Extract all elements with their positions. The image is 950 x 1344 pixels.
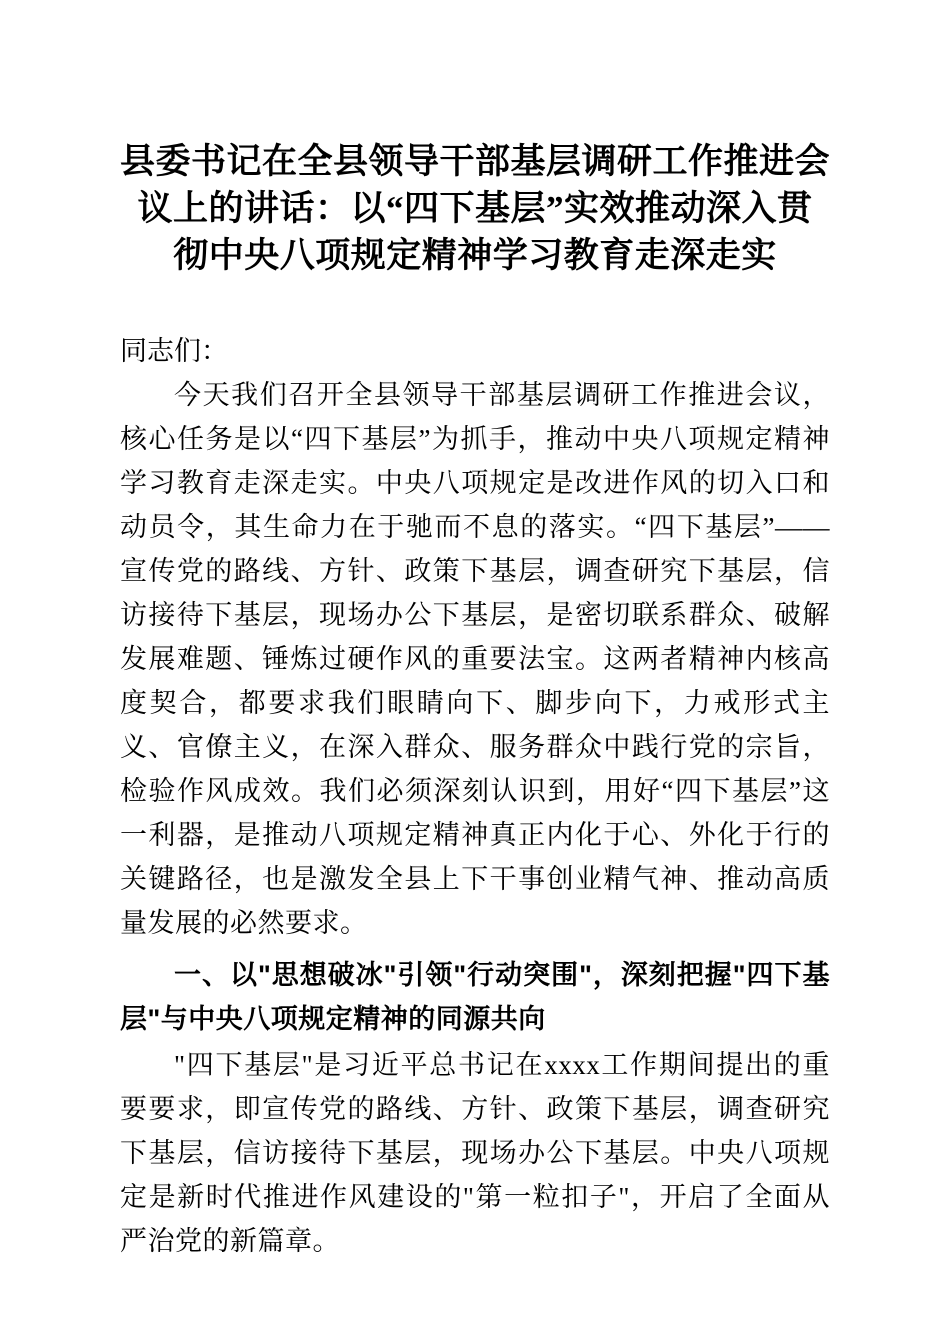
document-title: 县委书记在全县领导干部基层调研工作推进会议上的讲话：以“四下基层”实效推动深入贯彻中央八项规定精神学习教育走深走实 bbox=[120, 142, 831, 275]
opening-paragraph: 今天我们召开全县领导干部基层调研工作推进会议，核心任务是以“四下基层”为抓手，推动中央八项规定精神学习教育走深走实。中央八项规定是改进作风的切入口和动员令，其生命力在于驰而不息的落实。“四下基层”——宣传党的路线、方针、政策下基层，调查研究下基层，信访接待下基层，现场办公下基层，是密切联系群众、破解发展难题、锤炼过硬作风的重要法宝。这两者精神内核高度契合，都要求我们眼睛向下、脚步向下，力戒形式主义、官僚主义，在深入群众、服务群众中践行党的宗旨，检验作风成效。我们必须深刻认识到，用好“四下基层”这一利器，是推动八项规定精神真正内化于心、外化于行的关键路径，也是激发全县上下干事创业精气神、推动高质量发展的必然要求。 bbox=[120, 380, 830, 938]
section-paragraph: "四下基层"是习近平总书记在xxxx工作期间提出的重要要求，即宣传党的路线、方针、政策下基层，调查研究下基层，信访接待下基层，现场办公下基层。中央八项规定是新时代推进作风建设的"第一粒扣子"，开启了全面从严治党的新篇章。 bbox=[120, 1050, 830, 1256]
section-heading: 一、以"思想破冰"引领"行动突围"，深刻把握"四下基层"与中央八项规定精神的同源共向 bbox=[120, 960, 830, 1034]
salutation: 同志们： bbox=[120, 336, 228, 366]
